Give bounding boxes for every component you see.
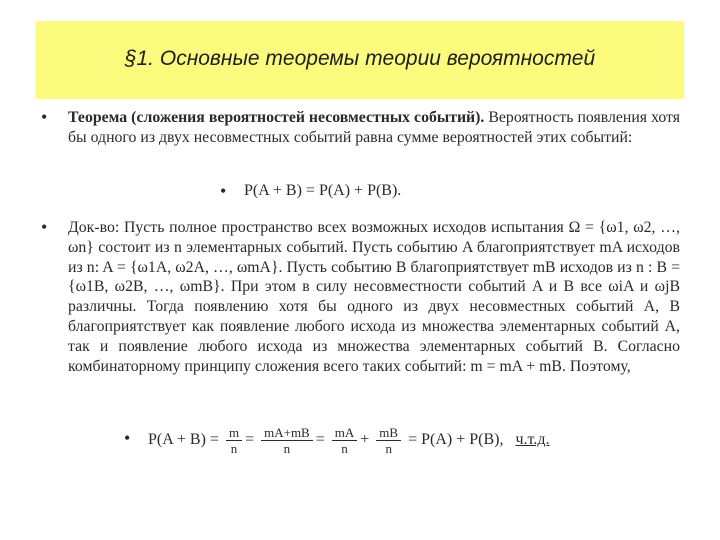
final-formula-rhs: = P(A) + P(B), (408, 431, 504, 449)
fraction-sum-over-n: $\frac{mA+mB}{n}$ (261, 425, 313, 456)
fraction-m-over-n: $\frac{m}{n}$ (226, 425, 242, 456)
theorem-formula: P(A + B) = P(A) + P(B). (244, 182, 402, 199)
bullet: • (41, 107, 48, 127)
theorem-block (41, 107, 681, 148)
theorem-formula-line (220, 181, 402, 201)
bullet: • (124, 428, 131, 448)
slide-title: §1. Основные теоремы теории вероятностей (124, 47, 596, 70)
theorem-statement: Вероятность появления хотя бы одного из двух несовместных событий равна сумме вероятностей этих событий: (68, 109, 681, 146)
proof-block (41, 217, 680, 376)
fraction-ma-over-n: $\frac{mA}{n}$ (332, 425, 358, 456)
title-band (36, 21, 684, 99)
theorem-heading: Теорема (сложения вероятностей несовместных событий). (68, 109, 485, 126)
final-formula-line: • P(A + B) = $\frac{m}{n}$ = $\frac{mA+mB}{n}$ = $\frac{mA}{n}$ + $\frac{mB}{n}$ = P(A) + P(B), ч.т.д. (124, 425, 550, 456)
bullet: • (41, 217, 48, 237)
theorem-paragraph (68, 108, 680, 148)
proof-paragraph: Док-во: Пусть полное пространство всех возможных исходов испытания Ω = {ω1, ω2, …, ωn} состоит из n элементарных событий. Пусть событию A благоприятствует mA исходов из n: A = {ω1A, ω2A, …, ωmA}. Пусть событию B благоприятствует mB исходов из n : B = {ω1B, ω2B, …, ωmB}. При этом в силу несовместности событий A и B все ωiA и ωjB различны. Тогда появлению хотя бы одного из двух несовместных событий A, B благоприятствует как появление любого исхода из множества элементарных событий A, так и появление любого исхода из множества элементарных событий B. Согласно комбинаторному принципу сложения всего таких событий: m = mA + mB. Поэтому, (68, 219, 680, 375)
final-formula-lhs: P(A + B) = (148, 431, 219, 449)
bullet: • (220, 181, 227, 201)
fraction-mb-over-n: $\frac{mB}{n}$ (376, 425, 401, 456)
qed-label: ч.т.д. (515, 431, 550, 449)
